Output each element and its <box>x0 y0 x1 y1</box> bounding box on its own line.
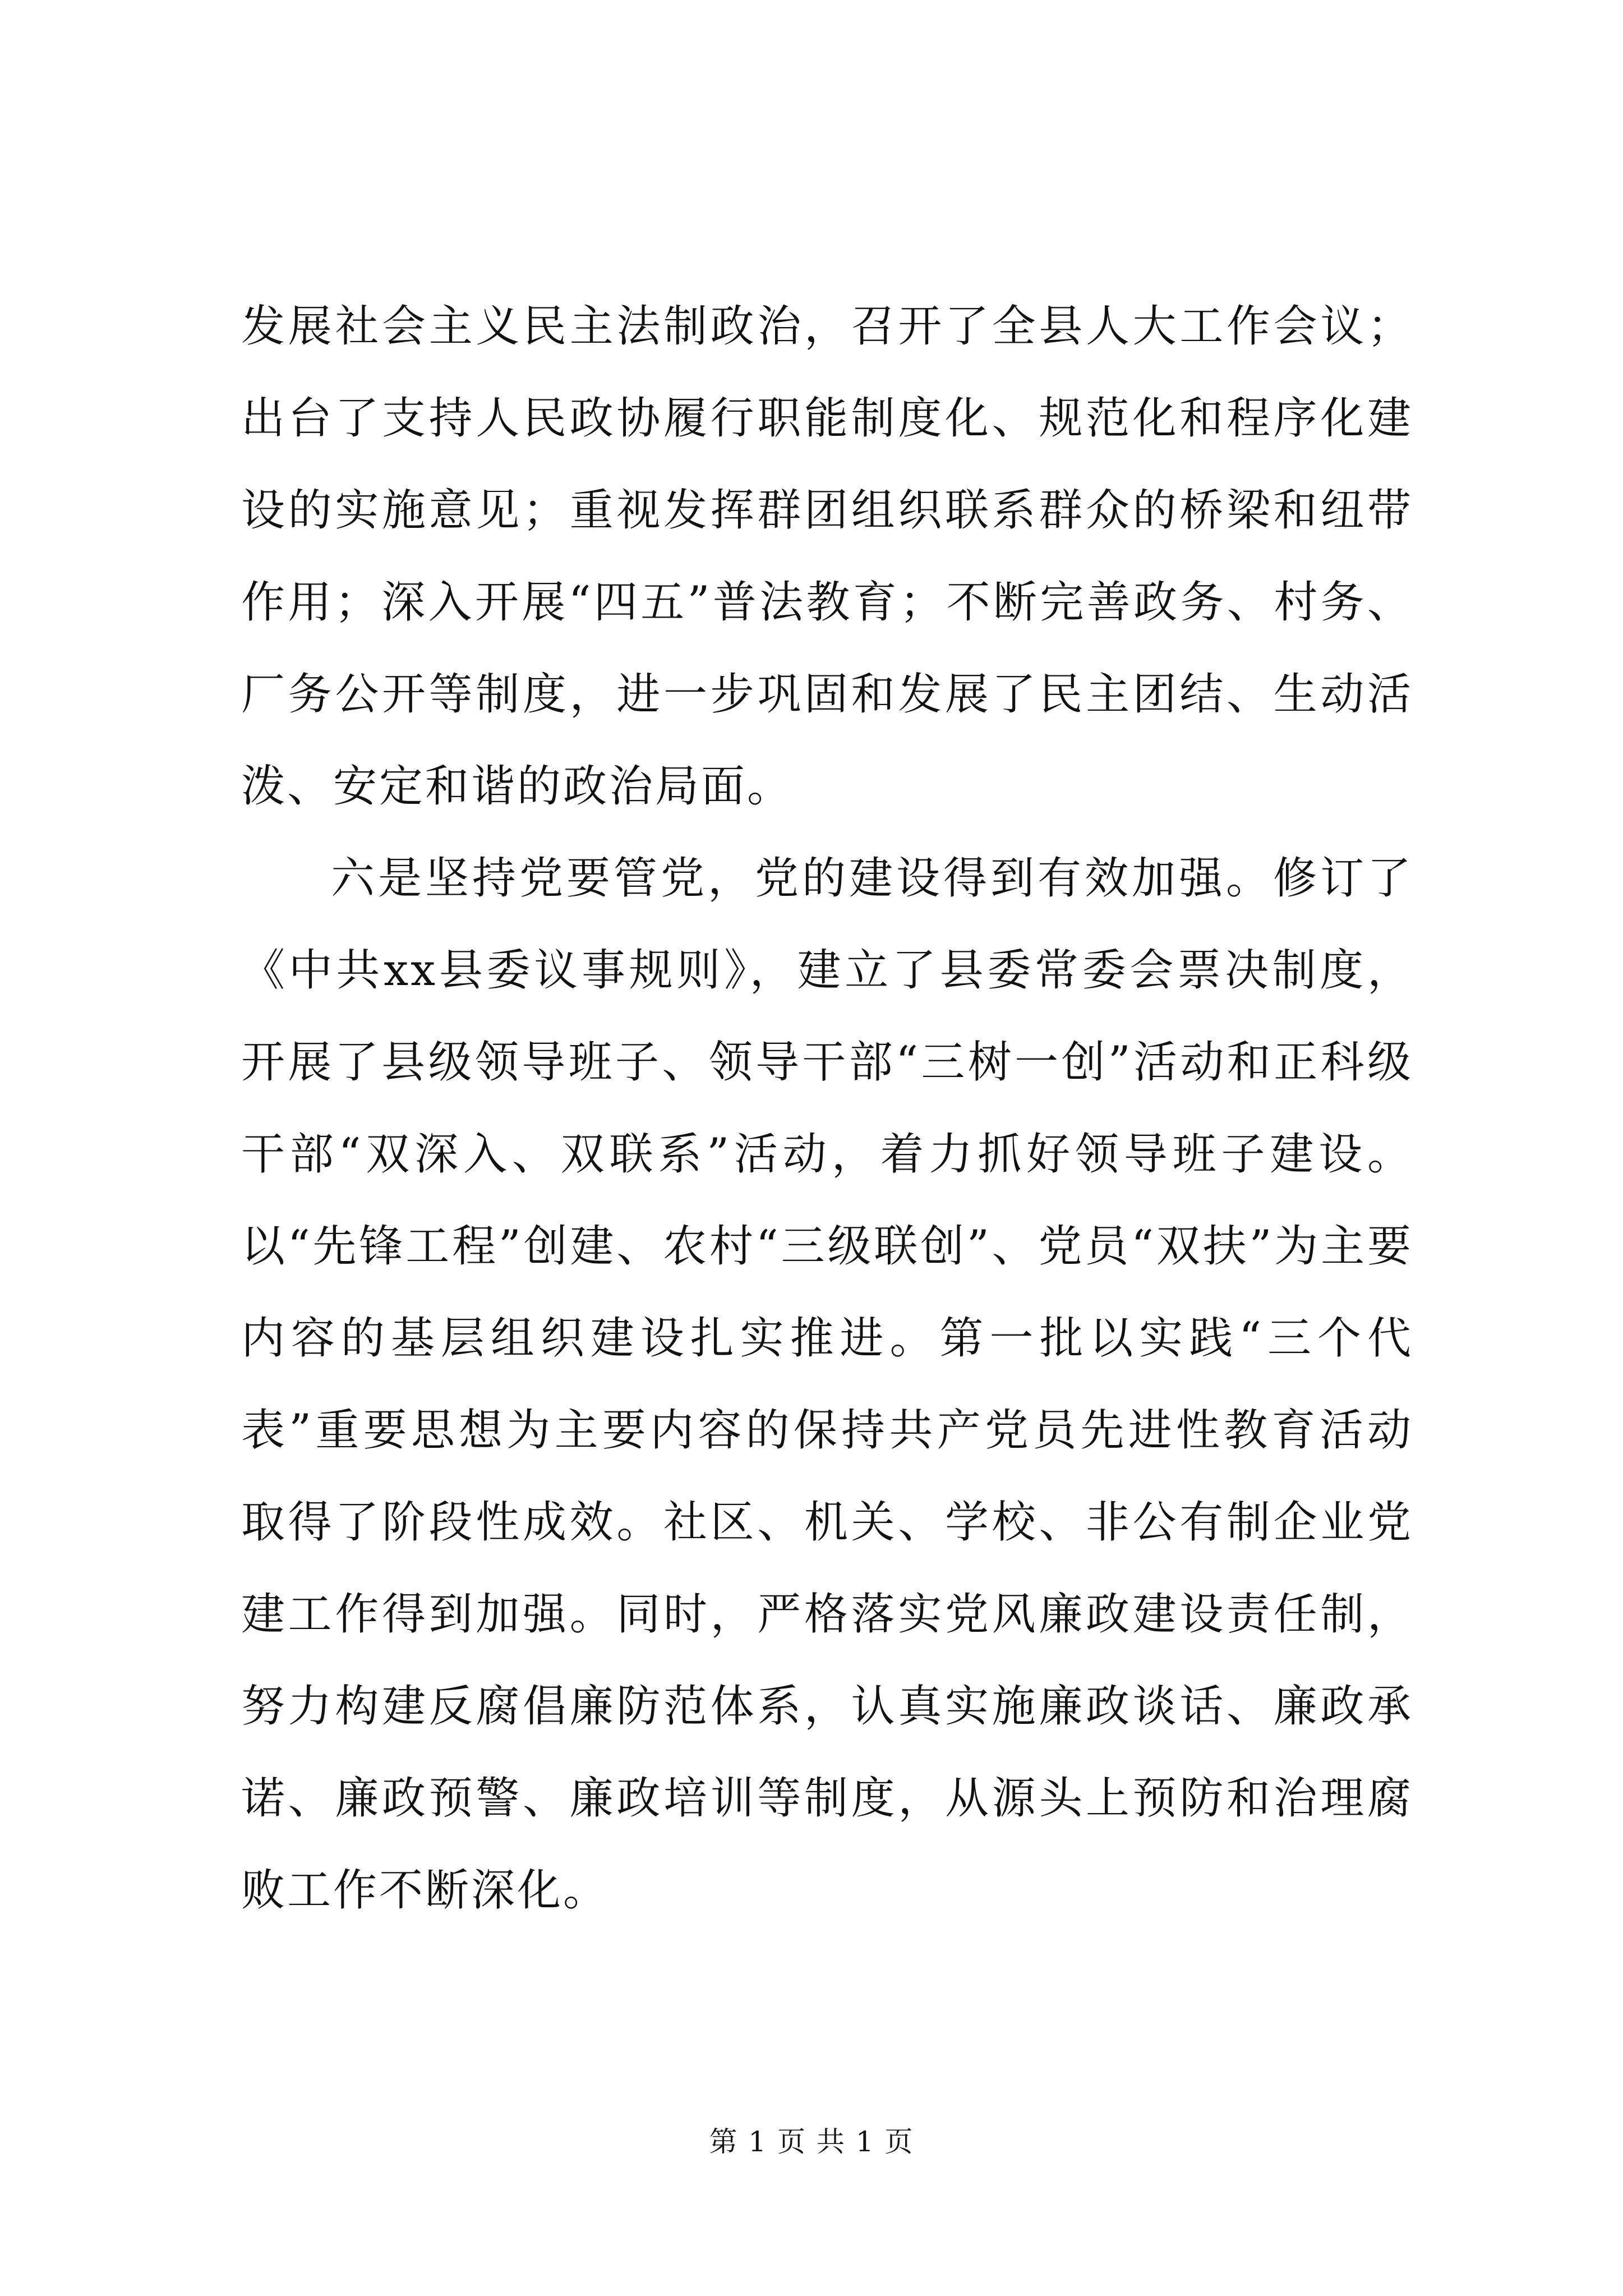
paragraph-party-building: 六是坚持党要管党，党的建设得到有效加强。修订了《中共xx县委议事规则》，建立了县委常委会票决制度，开展了县级领导班子、领导干部“三树一创”活动和正科级干部“双深入、双联系”活动，着力抓好领导班子建设。以“先锋工程”创建、农村“三级联创”、党员“双扶”为主要内容的基层组织建设扎实推进。第一批以实践“三个代表”重要思想为主要内容的保持共产党员先进性教育活动取得了阶段性成效。社区、机关、学校、非公有制企业党建工作得到加强。同时，严格落实党风廉政建设责任制，努力构建反腐倡廉防范体系，认真实施廉政谈话、廉政承诺、廉政预警、廉政培训等制度，从源头上预防和治理腐败工作不断深化。 <box>241 853 1413 1916</box>
page-footer: 第 1 页 共 1 页 <box>709 2125 914 2158</box>
paragraph-democracy: 发展社会主义民主法制政治，召开了全县人大工作会议；出台了支持人民政协履行职能制度化、规范化和程序化建设的实施意见；重视发挥群团组织联系群众的桥梁和纽带作用；深入开展“四五”普法教育；不断完善政务、村务、厂务公开等制度，进一步巩固和发展了民主团结、生动活泼、安定和谐的政治局面。 <box>241 301 1413 812</box>
document-body <box>241 280 1413 1936</box>
